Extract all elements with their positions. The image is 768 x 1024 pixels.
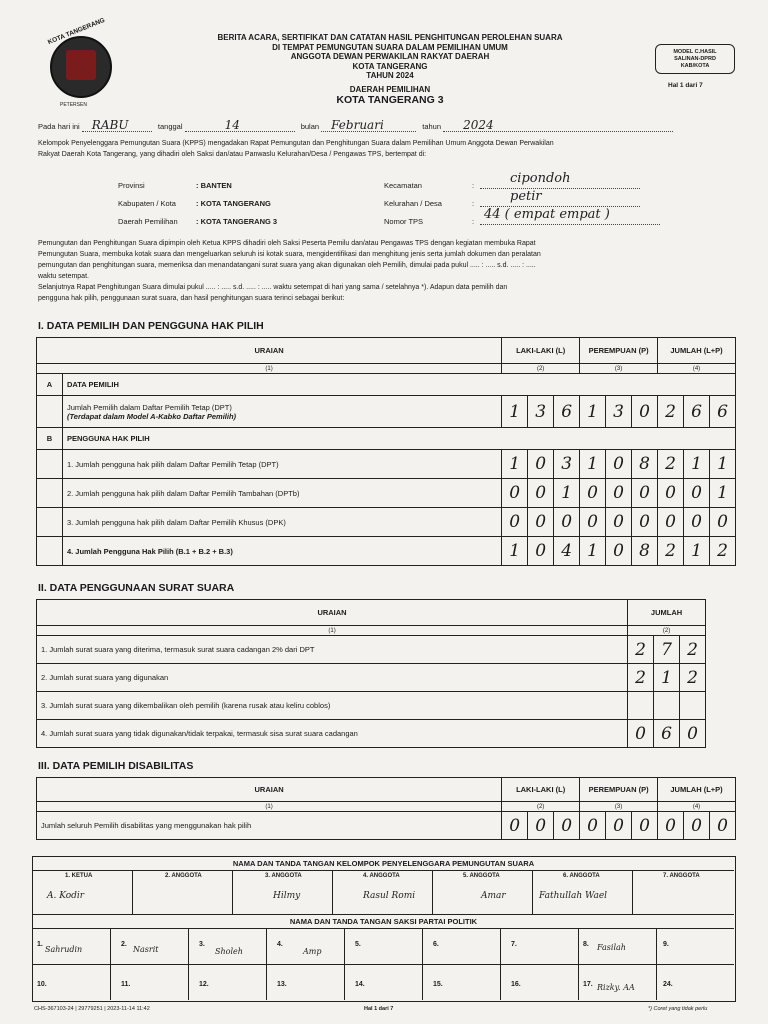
digit-cell[interactable]: 1 [502, 450, 528, 479]
bulan-label: bulan [300, 122, 320, 131]
row-label-b: B [37, 428, 63, 450]
section1-table [36, 337, 736, 566]
digit-cell[interactable]: 0 [632, 508, 658, 537]
logo-emblem-icon [66, 50, 96, 80]
digit-cell[interactable]: 1 [709, 479, 735, 508]
saksi-cell[interactable] [579, 965, 657, 1000]
saksi-num: 6. [433, 941, 439, 948]
section2-title: II. DATA PENGGUNAAN SURAT SUARA [38, 582, 235, 594]
digit-cell[interactable]: 1 [709, 450, 735, 479]
daerah-value: KOTA TANGERANG 3 [336, 94, 444, 106]
saksi-num: 1. [37, 941, 43, 948]
footer-page: Hal 1 dari 7 [364, 1006, 394, 1012]
provinsi-label: Provinsi [118, 181, 145, 190]
saksi-num: 14. [355, 981, 365, 988]
digit-cell[interactable]: 0 [658, 508, 684, 537]
digit-cell[interactable]: 0 [606, 537, 632, 566]
saksi-cell[interactable] [267, 929, 345, 965]
digit-cell[interactable]: 1 [654, 664, 680, 692]
provinsi-value: : BANTEN [196, 181, 232, 190]
saksi-cell[interactable] [657, 965, 734, 1000]
digit-cell[interactable] [628, 692, 654, 720]
kota-tangerang-logo [46, 16, 112, 108]
digit-cell[interactable]: 1 [502, 396, 528, 428]
col-num: (1) [37, 626, 628, 636]
digit-cell[interactable]: 1 [580, 450, 606, 479]
kpps-role: 3. ANGGOTA [265, 873, 302, 879]
form-page: KOTA TANGERANG PETERSEN BERITA ACARA, SERTIFIKAT DAN CATATAN HASIL PENGHITUNGAN PEROLEHAN SUARA DI TEMPAT PEMUNGUTAN SUARA DALAM PEMILIHAN UMUM ANGGOTA DEWAN PERWAKILAN RAKYAT DAERAH KOTA TANGERANG TAHUN 2024 DAERAH PEMILIHAN KOTA TANGERANG 3 MODEL C.HASIL SALINAN-DPRD KAB/KOTA Hal 1 dari 7 Pada hari ini RABU tanggal 14 bulan Februari tahun 2024 Kelompok Penyelenggara Pemungutan Suara (KPPS) mengadakan Rapat Pemungutan dan Penghitungan Suara dalam Pemilihan Umum Anggota Dewan Perwakilan Rakyat Daerah Kota Tangerang, yang dihadiri oleh Saksi dan/atau Panwaslu Kelurahan/Desa / Pengawas TPS, bertempat di: Provinsi : BANTEN Kabupaten / Kota : KOTA TANGERANG Daerah Pemilihan : KOTA TANGERANG 3 Kecamatan : cipondoh Kelurahan / Desa : petir Nomor TPS : 44 ( empat empat ) Pemungutan dan Penghitungan Suara dipimpin oleh Ketua KPPS dihadiri oleh Saksi Peserta Pemilu dan/atau Pengawas TPS dengan kegiatan membuka Rapat Pemungutan Suara, membuka kotak suara dan mengeluarkan seluruh isi kotak suara, mengidentifikasi dan menghitung jenis serta jumlah dokumen dan peralatan pemungutan dan penghitungan suara, memeriksa dan menandatangani surat suara yang akan digunakan oleh Pemilih, dimulai pada pukul ..... : ..... s.d. ..... : ..... waktu setempat. Selanjutnya Rapat Penghitungan Suara dimulai pukul ..... : ..... s.d. ..... : ..... waktu setempat di hari yang sama / setelahnya *). Adapun data pemilih dan pengguna hak pilih, penggunaan surat suara, dan hasil penghitungan suara terinci sebagai berikut: I. DATA PEMILIH DAN PENGGUNA HAK PILIH URAIAN LAKI-LAKI (L) PEREMPUAN (P) JUMLAH (L+P) (1) (2) (3) (4) A DATA PEMILIH Jumlah Pemilih dalam Daftar Pemilih Tetap (DPT) (Terdapat dalam Model A-Kabko Daftar Pemilih) 1 3 6 1 3 0 2 6 6 B PENGGUNA HAK PILIH 1. Jumlah pengguna hak pilih dalam Daftar Pemilih Tetap (DPT) 1 0 3 1 0 8 2 1 1 2. Jumlah pengguna hak pilih dalam Daftar Pemilih Tambahan (DPTb) 0 0 1 0 0 0 0 0 1 3. Jumlah pengguna hak pilih dalam Daftar Pemilih Khusus (DPK) 0 0 0 0 0 0 0 0 0 4. Jumlah Pengguna Hak Pilih (B.1 + B.2 + B.3) 1 0 4 1 0 8 2 1 2 II. DATA PENGGUNAAN SURAT SUARA URAIAN JUMLAH (1) (2) 1. Jumlah surat suara yang diterima, termasuk surat suara cadangan 2% dari DPT 2 7 2 2. Jumlah surat suara yang digunakan 2 1 2 3. Jumlah surat suara yang dikembalikan oleh pemilih (karena rusak atau keliru coblos) 4. Jumlah surat suara yang tidak digunakan/tidak terpakai, termasuk sisa surat suara cadangan 0 6 0 III. DATA PEMILIH DISABILITAS URAIAN LAKI-LAKI (L) PEREMPUAN (P) JUMLAH (L+P) (1) (2) (3) (4) Jumlah seluruh Pemilih disabilitas yang menggunakan hak pilih 0 0 0 0 0 0 0 0 0 NAMA DAN TANDA TANGAN KELOMPOK PENYELENGGARA PEMUNGUTAN SUARA 1. KETUA A. Kodir 2. ANGGOTA 3. ANGGOTA Hilmy 4. ANGGOTA Rasul Romi 5. ANGGOTA Amar 6. ANGGOTA Fathullah Wael 7. ANGGOTA NAMA DAN TANDA TANGAN SAKSI PARTAI POLITIK 1. Sahrudin 2. Nasrit 3. Sholeh 4. Amp 5. 6. 7. 8. Fasilah 9. 10. 11. 12. 13. 14. 15. 16. 17. Rizky. AA 24. CHS-367103-24 | 29779251 | 2023-11-14 11:42 Hal 1 dari 7 *) Coret yang tidak perlu [0, 0, 768, 1024]
saksi-cell[interactable] [33, 965, 111, 1000]
digit-cell[interactable]: 0 [632, 396, 658, 428]
row-label-a: A [37, 374, 63, 396]
saksi-num: 17. [583, 981, 593, 988]
saksi-num: 7. [511, 941, 517, 948]
pada-hari-label: Pada hari ini [38, 122, 80, 131]
digit-cell[interactable]: 1 [684, 450, 710, 479]
digit-cell[interactable]: 0 [528, 812, 554, 840]
kpps-signature-row [33, 871, 734, 915]
saksi-num: 9. [663, 941, 669, 948]
section1-title: I. DATA PEMILIH DAN PENGGUNA HAK PILIH [38, 320, 264, 332]
form-header [150, 33, 630, 107]
logo-ring-text: KOTA TANGERANG [46, 16, 106, 47]
kpps-role: 1. KETUA [65, 873, 93, 879]
col-num: (4) [658, 802, 736, 812]
digit-cell[interactable]: 0 [709, 508, 735, 537]
digit-cell[interactable]: 6 [654, 720, 680, 748]
kpps-role: 4. ANGGOTA [363, 873, 400, 879]
digit-cell[interactable] [680, 692, 706, 720]
saksi-num: 2. [121, 941, 127, 948]
digit-cell[interactable]: 1 [580, 396, 606, 428]
tps-field[interactable]: 44 ( empat empat ) [480, 206, 660, 225]
digit-cell[interactable]: 2 [658, 537, 684, 566]
data-pemilih-title: DATA PEMILIH [62, 374, 735, 396]
digit-cell[interactable]: 0 [502, 508, 528, 537]
digit-cell[interactable]: 8 [632, 537, 658, 566]
digit-cell[interactable]: 3 [554, 450, 580, 479]
model-box [655, 44, 735, 74]
kpps-signature: Amar [481, 891, 506, 901]
digit-cell[interactable]: 0 [709, 812, 735, 840]
logo-foot-text: PETERSEN [60, 102, 87, 108]
digit-cell[interactable]: 0 [606, 479, 632, 508]
digit-cell[interactable]: 2 [709, 537, 735, 566]
digit-cell[interactable]: 7 [654, 636, 680, 664]
digit-cell[interactable]: 0 [554, 508, 580, 537]
kelurahan-label: Kelurahan / Desa [384, 199, 442, 208]
digit-cell[interactable]: 1 [554, 479, 580, 508]
paragraph-line: waktu setempat. [38, 273, 89, 280]
bulan-field[interactable]: Februari [321, 120, 416, 132]
model-line: MODEL C.HASIL [673, 49, 717, 55]
hari-field[interactable]: RABU [82, 120, 152, 132]
col-jumlah: JUMLAH [628, 600, 706, 626]
kpps-role: 2. ANGGOTA [165, 873, 202, 879]
section3-table [36, 777, 736, 840]
kabupaten-value: : KOTA TANGERANG [196, 199, 271, 208]
signature-block [32, 856, 736, 1002]
saksi-num: 5. [355, 941, 361, 948]
saksi-num: 13. [277, 981, 287, 988]
digit-cell[interactable]: 2 [628, 636, 654, 664]
col-perempuan: PEREMPUAN (P) [580, 778, 658, 802]
dapil-label: Daerah Pemilihan [118, 217, 178, 226]
col-uraian: URAIAN [37, 600, 628, 626]
model-line: SALINAN-DPRD [674, 56, 716, 62]
tahun-label: tahun [422, 122, 442, 131]
kpps-cell[interactable] [133, 871, 233, 915]
digit-cell[interactable]: 0 [680, 720, 706, 748]
col-num: (2) [502, 802, 580, 812]
col-num: (2) [502, 364, 580, 374]
col-jumlah: JUMLAH (L+P) [658, 778, 736, 802]
digit-cell[interactable]: 3 [606, 396, 632, 428]
digit-cell[interactable]: 0 [580, 479, 606, 508]
kabupaten-label: Kabupaten / Kota [118, 199, 176, 208]
kpps-cell[interactable] [233, 871, 333, 915]
kpps-signature-title: NAMA DAN TANDA TANGAN KELOMPOK PENYELENGGARA PEMUNGUTAN SUARA [33, 857, 734, 871]
tps-label: Nomor TPS [384, 217, 424, 226]
header-line: KOTA TANGERANG [352, 61, 428, 71]
col-num: (4) [658, 364, 736, 374]
digit-cell[interactable]: 0 [554, 812, 580, 840]
saksi-signature: Sahrudin [45, 945, 83, 954]
saksi-num: 12. [199, 981, 209, 988]
digit-cell[interactable]: 0 [528, 508, 554, 537]
kpps-role: 5. ANGGOTA [463, 873, 500, 879]
saksi-cell[interactable] [423, 965, 501, 1000]
disabilitas-row-label: Jumlah seluruh Pemilih disabilitas yang menggunakan hak pilih [37, 812, 502, 840]
saksi-num: 10. [37, 981, 47, 988]
col-perempuan: PEREMPUAN (P) [580, 338, 658, 364]
saksi-signature: Fasilah [597, 943, 626, 952]
saksi-signature: Sholeh [215, 947, 243, 956]
saksi-cell[interactable] [657, 929, 734, 965]
kpps-role: 6. ANGGOTA [563, 873, 600, 879]
digit-cell[interactable]: 0 [528, 537, 554, 566]
digit-cell[interactable]: 6 [684, 396, 710, 428]
col-laki: LAKI-LAKI (L) [502, 778, 580, 802]
opening-body-1: Kelompok Penyelenggara Pemungutan Suara (KPPS) mengadakan Rapat Pemungutan dan Penghitungan Suara dalam Pemilihan Umum Anggota Dewan Perwakilan [38, 140, 554, 147]
b2-row-label: 2. Jumlah pengguna hak pilih dalam Daftar Pemilih Tambahan (DPTb) [62, 479, 501, 508]
digit-cell[interactable] [654, 692, 680, 720]
saksi-cell[interactable] [501, 965, 579, 1000]
digit-cell[interactable]: 6 [554, 396, 580, 428]
pengguna-hak-pilih-title: PENGGUNA HAK PILIH [62, 428, 735, 450]
saksi-signature-title: NAMA DAN TANDA TANGAN SAKSI PARTAI POLITIK [33, 915, 734, 929]
kpps-cell[interactable] [533, 871, 633, 915]
ss-row-label: 2. Jumlah surat suara yang digunakan [37, 664, 628, 692]
digit-cell[interactable]: 6 [709, 396, 735, 428]
digit-cell[interactable]: 0 [628, 720, 654, 748]
digit-cell[interactable]: 2 [680, 664, 706, 692]
footer-note: *) Coret yang tidak perlu [648, 1006, 708, 1012]
tanggal-label: tanggal [157, 122, 183, 131]
digit-cell[interactable]: 0 [528, 450, 554, 479]
paragraph-line: Pemungutan Suara, membuka kotak suara dan mengeluarkan seluruh isi kotak suara, mengidentifikasi dan menghitung jenis serta jumlah dokumen dan peralatan [38, 251, 541, 258]
saksi-cell[interactable] [189, 965, 267, 1000]
saksi-cell[interactable] [33, 929, 111, 965]
digit-cell[interactable]: 0 [528, 479, 554, 508]
saksi-num: 15. [433, 981, 443, 988]
section2-table [36, 599, 706, 748]
digit-cell[interactable]: 0 [684, 508, 710, 537]
saksi-cell[interactable] [189, 929, 267, 965]
saksi-cell[interactable] [111, 965, 189, 1000]
saksi-signature: Amp [303, 947, 322, 956]
digit-cell[interactable]: 0 [606, 812, 632, 840]
header-line: ANGGOTA DEWAN PERWAKILAN RAKYAT DAERAH [290, 52, 490, 61]
col-num: (2) [628, 626, 706, 636]
saksi-cell[interactable] [111, 929, 189, 965]
digit-cell[interactable]: 0 [606, 450, 632, 479]
kecamatan-field[interactable]: cipondoh [480, 170, 640, 189]
b4-row-label: 4. Jumlah Pengguna Hak Pilih (B.1 + B.2 + B.3) [62, 537, 501, 566]
digit-cell[interactable]: 0 [606, 508, 632, 537]
dpt-row-line1: Jumlah Pemilih dalam Daftar Pemilih Tetap (DPT) [66, 402, 232, 412]
digit-cell[interactable]: 0 [684, 479, 710, 508]
daerah-label: DAERAH PEMILIHAN [349, 84, 431, 94]
paragraph-line: pemungutan dan penghitungan suara, memeriksa dan menandatangani surat suara yang akan digunakan oleh Pemilih, dimulai pada pukul ..... : ..... s.d. ..... : ..... [38, 262, 536, 269]
digit-cell[interactable]: 0 [658, 812, 684, 840]
digit-cell[interactable]: 4 [554, 537, 580, 566]
b1-row-label: 1. Jumlah pengguna hak pilih dalam Daftar Pemilih Tetap (DPT) [62, 450, 501, 479]
col-num: (1) [37, 802, 502, 812]
model-line: KAB/KOTA [680, 63, 710, 69]
saksi-num: 4. [277, 941, 283, 948]
saksi-num: 8. [583, 941, 589, 948]
digit-cell[interactable]: 0 [632, 812, 658, 840]
col-num: (3) [580, 802, 658, 812]
digit-cell[interactable]: 3 [528, 396, 554, 428]
digit-cell[interactable]: 0 [580, 812, 606, 840]
digit-cell[interactable]: 8 [632, 450, 658, 479]
header-line: TAHUN 2024 [366, 71, 414, 80]
section3-title: III. DATA PEMILIH DISABILITAS [38, 760, 194, 772]
col-laki: LAKI-LAKI (L) [502, 338, 580, 364]
saksi-cell[interactable] [423, 929, 501, 965]
saksi-cell[interactable] [267, 965, 345, 1000]
kpps-role: 7. ANGGOTA [663, 873, 700, 879]
col-uraian: URAIAN [37, 778, 502, 802]
col-uraian: URAIAN [37, 338, 502, 364]
kpps-cell[interactable] [333, 871, 433, 915]
saksi-cell[interactable] [345, 965, 423, 1000]
digit-cell[interactable]: 2 [658, 396, 684, 428]
saksi-signature: Nasrit [133, 945, 159, 954]
ss-row-label: 1. Jumlah surat suara yang diterima, termasuk surat suara cadangan 2% dari DPT [37, 636, 628, 664]
kpps-signature: Fathullah Wael [539, 891, 608, 901]
saksi-signature-grid [33, 929, 734, 1000]
kpps-cell[interactable] [33, 871, 133, 915]
footer-code: CHS-367103-24 | 29779251 | 2023-11-14 11:42 [34, 1006, 150, 1012]
paragraph-line: Pemungutan dan Penghitungan Suara dipimpin oleh Ketua KPPS dihadiri oleh Saksi Peserta Pemilu dan/atau Pengawas TPS dengan kegiatan membuka Rapat [38, 240, 536, 247]
saksi-cell[interactable] [345, 929, 423, 965]
ss-row-label: 4. Jumlah surat suara yang tidak digunakan/tidak terpakai, termasuk sisa surat suara cadangan [37, 720, 628, 748]
tanggal-field[interactable]: 14 [185, 120, 295, 132]
col-jumlah: JUMLAH (L+P) [658, 338, 736, 364]
saksi-num: 11. [121, 981, 131, 988]
saksi-cell[interactable] [501, 929, 579, 965]
kpps-cell[interactable] [433, 871, 533, 915]
saksi-num: 3. [199, 941, 205, 948]
digit-cell[interactable]: 1 [684, 537, 710, 566]
header-line: DI TEMPAT PEMUNGUTAN SUARA DALAM PEMILIHAN UMUM [272, 42, 508, 52]
saksi-num: 16. [511, 981, 521, 988]
saksi-cell[interactable] [579, 929, 657, 965]
digit-cell[interactable]: 0 [580, 508, 606, 537]
digit-cell[interactable]: 2 [628, 664, 654, 692]
digit-cell[interactable]: 2 [658, 450, 684, 479]
paragraph-line: Selanjutnya Rapat Penghitungan Suara dimulai pukul ..... : ..... s.d. ..... : ..... waktu setempat di hari yang sama / setelahnya *). Adapun data pemilih dan [38, 284, 508, 291]
saksi-signature: Rizky. AA [597, 983, 635, 992]
dapil-value: : KOTA TANGERANG 3 [196, 217, 278, 226]
kpps-signature: A. Kodir [47, 891, 85, 901]
opening-body-2: Rakyat Daerah Kota Tangerang, yang dihadiri oleh Saksi dan/atau Panwaslu Kelurahan/Desa / Pengawas TPS, bertempat di: [38, 151, 427, 158]
paragraph-line: pengguna hak pilih, penggunaan surat suara, dan hasil penghitungan suara terinci sebagai berikut: [38, 295, 345, 302]
col-num: (3) [580, 364, 658, 374]
digit-cell[interactable]: 0 [632, 479, 658, 508]
digit-cell[interactable]: 1 [502, 537, 528, 566]
kpps-signature: Hilmy [273, 891, 301, 901]
col-num: (1) [37, 364, 502, 374]
digit-cell[interactable]: 0 [658, 479, 684, 508]
kecamatan-label: Kecamatan [384, 181, 422, 190]
kpps-signature: Rasul Romi [363, 891, 416, 901]
digit-cell[interactable]: 0 [502, 479, 528, 508]
header-line: BERITA ACARA, SERTIFIKAT DAN CATATAN HASIL PENGHITUNGAN PEROLEHAN SUARA [217, 33, 563, 42]
page-of: Hal 1 dari 7 [668, 82, 703, 89]
b3-row-label: 3. Jumlah pengguna hak pilih dalam Daftar Pemilih Khusus (DPK) [62, 508, 501, 537]
saksi-num: 24. [663, 981, 673, 988]
dpt-row-label [62, 396, 501, 428]
tahun-field[interactable]: 2024 [443, 120, 673, 132]
kelurahan-field[interactable]: petir [480, 188, 640, 207]
dpt-row-line2: (Terdapat dalam Model A-Kabko Daftar Pemilih) [66, 411, 237, 421]
digit-cell[interactable]: 0 [684, 812, 710, 840]
opening-line [38, 120, 738, 132]
digit-cell[interactable]: 0 [502, 812, 528, 840]
kpps-cell[interactable] [633, 871, 734, 915]
digit-cell[interactable]: 1 [580, 537, 606, 566]
ss-row-label: 3. Jumlah surat suara yang dikembalikan oleh pemilih (karena rusak atau keliru coblos) [37, 692, 628, 720]
digit-cell[interactable]: 2 [680, 636, 706, 664]
